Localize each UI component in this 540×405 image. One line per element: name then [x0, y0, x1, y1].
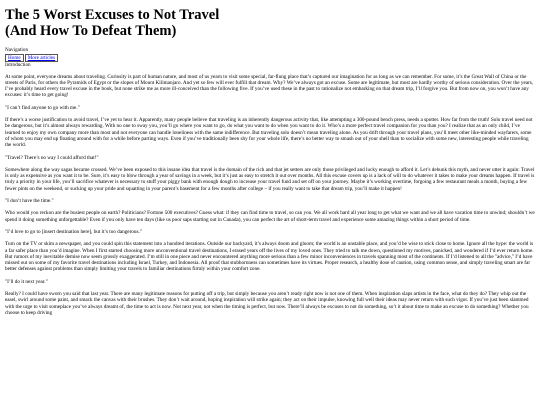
excuse-2-heading: "Travel? There’s no way I could afford that!" [5, 154, 99, 161]
excuse-1-paragraph: If there’s a worse justification to avoid travel, I’ve yet to hear it. Apparently, many people believe that traveling is an inherently dangerous activity that, like attempting a 300-pound bench press, needs a spotter. How far from the truth! Solo travel need not be dangerous, but it’s almost always rewarding. With no one to sway you, you’ll go where you want to go, do what you want to do when you want to do it. Who’s a more perfect travel companion for you than you? I realize that as an only child, I’ve learned to enjoy my own company more than most and not everyone can handle loneliness with the same indifference. But traveling solo doesn’t mean traveling alone. As you drift through your travel plans, you’ll meet other like-minded wayfarers, some of whom you may end up floating around with for a while before parting ways. Even if you’ve traditionally been shy for your whole life, there’s no better way to smash out of your shell than to socialize with some new, interesting people while traveling the world. [5, 117, 533, 149]
excuse-5-heading: "I’ll do it next year." [5, 278, 48, 285]
excuse-4-paragraph: Turn on the TV or skim a newspaper, and you could spin this statement into a hundred iterations. Outside our backyard, it’s always doom and gloom; the world is an unstable place, and you’d be wise to stick close to home. Ignore all the hype: the world is a far safer place than you’d imagine. When I first started choosing more unconventional travel destinations, I erased years off the lives of my loved ones. They tried to talk me down, questioned my motives, panicked, and wondered if I’d ever return home. But rumors of my inevitable demise now seem grossly exaggerated. I’m still in one piece and never encountered anything more serious than a few minor inconveniences in travels spanning most of the continents. If I’d listened to all the "advice," I’d have missed out on some of my favorite travel destinations including Israel, Turkey, and Indonesia. All proof that stubbornness can sometimes have its virtues. Proper research, a healthy dose of caution, using common sense, and simply traveling smart are far better defenses against problems than simply limiting your travels to familiar destinations firmly within your comfort zone. [5, 241, 534, 273]
excuse-1-heading: "I can’t find anyone to go with me." [5, 104, 80, 111]
article-title [5, 8, 535, 39]
excuse-4-heading: "I’d love to go to [insert destination here], but it’s too dangerous." [5, 228, 142, 235]
title-line-1: The 5 Worst Excuses to Not Travel [5, 7, 220, 23]
excuse-3-heading: "I don’t have the time." [5, 198, 54, 205]
title-line-2: (And How To Defeat Them) [5, 22, 177, 39]
more-articles-link[interactable]: More articles [25, 54, 59, 62]
navigation-heading: Navigation [5, 47, 29, 53]
excuse-2-paragraph: Somewhere along the way sagas became crossed. We’ve been exposed to this insane idea that travel is the domain of the rich and that jet setters are only those privileged and lucky enough to afford it. Let’s debunk this myth, and never utter it again: Travel is only as expensive as you want it to be. Sure, it’s easy to blow through a year of savings in a week, but it’s just as easy to stretch it out over months. All this excuse covers up is a lack of will to do whatever it takes to make your dreams happen. If travel is truly a priority in your life, you’ll sacrifice whatever is necessary to stuff your piggy bank with enough dough to increase your travel fund and set off on your journey. Maybe it’s working overtime, forgoing a few restaurant meals a month, buying a few fewer pints on the weekend, or sucking up your pride and squatting in your parent’s basement for a few months after college – if you really want to take that dream trip, you’ll make it happen! [5, 166, 535, 192]
section-heading-introduction: Introduction [5, 62, 31, 69]
home-link[interactable]: Home [5, 54, 24, 62]
intro-paragraph: At some point, everyone dreams about traveling. Curiosity is part of human nature, and most of us yearn to visit some special, far-flung place that’s captured our imagination for as long as we can remember. For some, it’s the Great Wall of China or the streets of Paris, for others the Pyramids of Egypt or the slopes of Mount Kilimanjaro. And yet so few will ever fulfill that dream. Why? We’ve always got an excuse. Some are legitimate, but most are hardly worthy of serious consideration. Over the years, I’ve probably heard every travel excuse in the book, but none strike me as more ill-conceived than the following five. If you’ve used these in the past to rationalize not embarking on that dream trip, I’ll forgive you. But from now on, you won’t have any excuses: it’s time to get going! [5, 73, 534, 99]
excuse-5-paragraph: Really? I could have sworn you said that last year. There are many legitimate reasons for putting off a trip, but simply because you aren’t ready right now is not one of them. When inspiration slaps artists in the face, what do they do? They whip out the easel, swirl around some paint, and smack the canvas with their brushes. They don’t wait around, hoping inspiration will strike again; they act on their impulse, knowing full well their ideas may never return with such vigor. If you’ve just been slammed with the urge to visit someplace you’ve always dreamt of, the time to act is now. Not next year, not when the timing is perfect, but now. There’ll always be excuses to not do something, so’t it about time to make an excuse to do something? Whether you choose to keep driving [5, 291, 529, 316]
navigation-links [5, 54, 535, 62]
excuse-3-paragraph: Who would you reckon are the busiest people on earth? Politicians? Fortune 500 executives? Guess what: if they can find time to travel, so can you. We all work hard all year long to get what we want and we all have vacation time to unwind; shouldn’t we spend it doing something unforgettable? Even if you only have ten days (like us poor saps starting out in Canada), you can perfect the art of short-term travel and experience some amazing things within a short period of time. [5, 210, 535, 223]
